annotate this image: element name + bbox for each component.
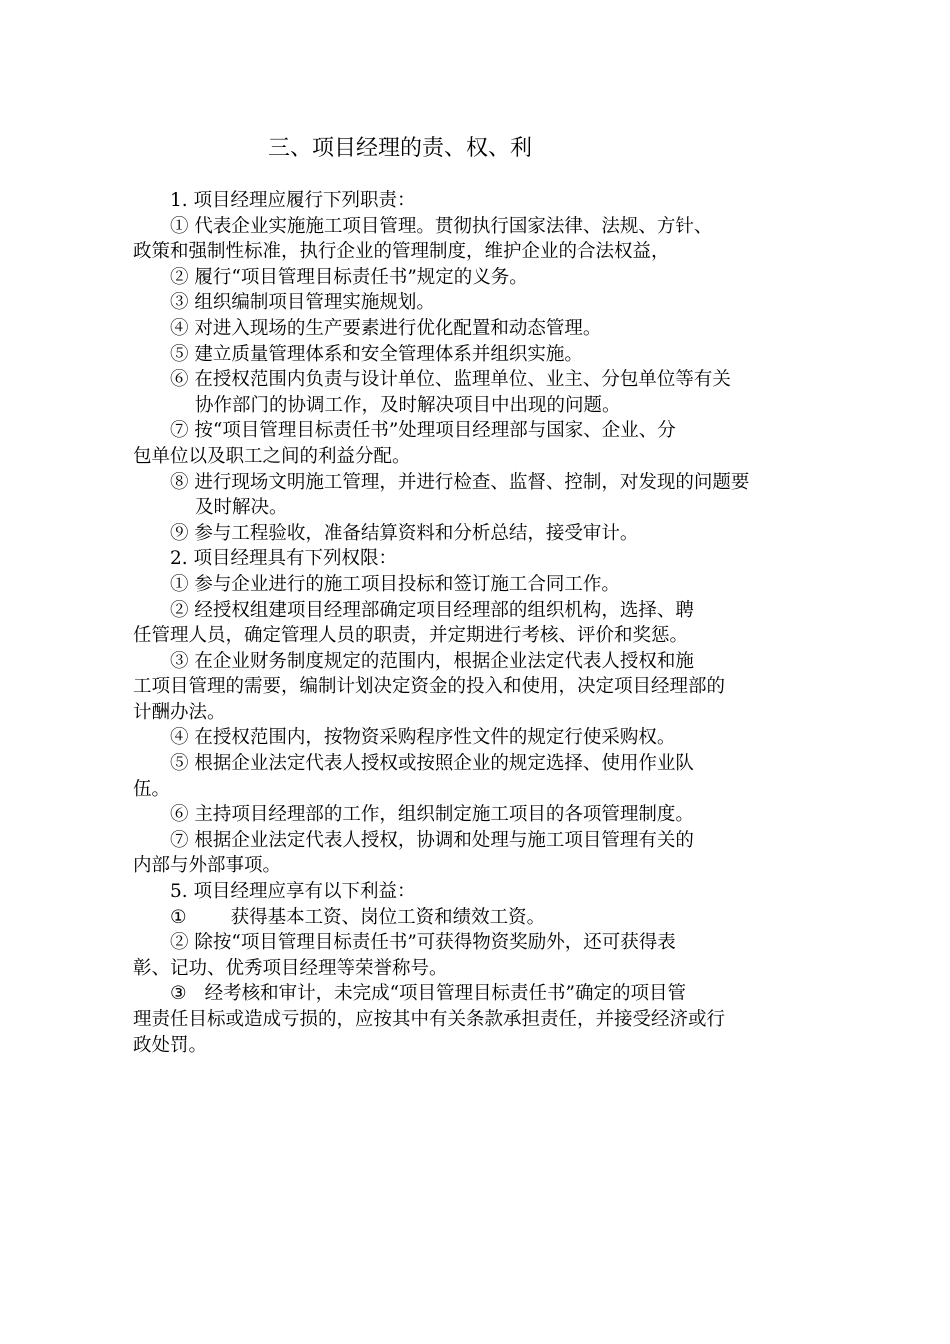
power-5-line-1: ⑤ 根据企业法定代表人授权或按照企业的规定选择、使用作业队 — [170, 753, 694, 775]
benefit-2-line-2: 彰、记功、优秀项目经理等荣誉称号。 — [133, 957, 448, 979]
benefit-3-text: 经考核和审计，未完成“项目管理目标责任书”确定的项目管 — [204, 983, 687, 1005]
benefit-3-line-3: 政处罚。 — [133, 1034, 208, 1056]
power-5-line-2: 伍。 — [133, 778, 171, 800]
power-4: ④ 在授权范围内，按物资采购程序性文件的规定行使采购权。 — [170, 727, 676, 749]
power-1: ① 参与企业进行的施工项目投标和签订施工合同工作。 — [170, 573, 620, 595]
power-2-line-1: ② 经授权组建项目经理部确定项目经理部的组织机构，选择、聘 — [170, 599, 694, 621]
power-3-line-3: 计酬办法。 — [133, 701, 226, 723]
duty-1-line-1: ① 代表企业实施施工项目管理。贯彻执行国家法律、法规、方针、 — [170, 215, 713, 237]
duty-5: ⑤ 建立质量管理体系和安全管理体系并组织实施。 — [170, 343, 583, 365]
benefit-3-line-2: 理责任目标或造成亏损的，应按其中有关条款承担责任，并接受经济或行 — [133, 1009, 726, 1030]
power-3-line-2: 工项目管理的需要，编制计划决定资金的投入和使用，决定项目经理部的 — [133, 676, 726, 698]
duty-4: ④ 对进入现场的生产要素进行优化配置和动态管理。 — [170, 317, 602, 339]
duty-6-line-1: ⑥ 在授权范围内负责与设计单位、监理单位、业主、分包单位等有关 — [170, 369, 731, 391]
heading-duties: 1. 项目经理应履行下列职责： — [170, 190, 416, 211]
power-6: ⑥ 主持项目经理部的工作，组织制定施工项目的各项管理制度。 — [170, 804, 694, 826]
benefit-1 — [133, 905, 848, 931]
heading-powers: 2. 项目经理具有下列权限： — [170, 548, 398, 570]
duty-7-line-1: ⑦ 按“项目管理目标责任书”处理项目经理部与国家、企业、分 — [170, 420, 676, 442]
power-3-line-1: ③ 在企业财务制度规定的范围内，根据企业法定代表人授权和施 — [170, 650, 694, 672]
duty-6-line-2: 协作部门的协调工作，及时解决项目中出现的问题。 — [195, 394, 621, 416]
duty-7-line-2: 包单位以及职工之间的利益分配。 — [133, 445, 411, 467]
duty-3: ③ 组织编制项目管理实施规划。 — [170, 292, 435, 314]
section-title: 三、项目经理的责、权、利 — [268, 136, 533, 161]
benefit-1-text: 获得基本工资、岗位工资和绩效工资。 — [230, 906, 546, 928]
power-7-line-2: 内部与外部事项。 — [133, 855, 282, 877]
benefit-1-marker: ① — [170, 906, 187, 928]
benefit-3-line-1 — [133, 981, 848, 1007]
benefit-3-marker: ③ — [170, 983, 187, 1005]
duty-1-line-2: 政策和强制性标准，执行企业的管理制度，维护企业的合法权益， — [133, 241, 670, 263]
benefit-2-line-1: ② 除按“项目管理目标责任书”可获得物资奖励外，还可获得表 — [170, 932, 676, 954]
duty-8-line-1: ⑧ 进行现场文明施工管理，并进行检查、监督、控制，对发现的问题要 — [170, 471, 750, 493]
document-body — [133, 188, 848, 1058]
heading-benefits: 5. 项目经理应享有以下利益： — [170, 881, 416, 903]
power-7-line-1: ⑦ 根据企业法定代表人授权，协调和处理与施工项目管理有关的 — [170, 829, 694, 851]
duty-9: ⑨ 参与工程验收，准备结算资料和分析总结，接受审计。 — [170, 522, 639, 544]
power-2-line-2: 任管理人员，确定管理人员的职责，并定期进行考核、评价和奖惩。 — [133, 625, 689, 647]
duty-8-line-2: 及时解决。 — [195, 497, 288, 519]
duty-2: ② 履行“项目管理目标责任书”规定的义务。 — [170, 266, 528, 288]
